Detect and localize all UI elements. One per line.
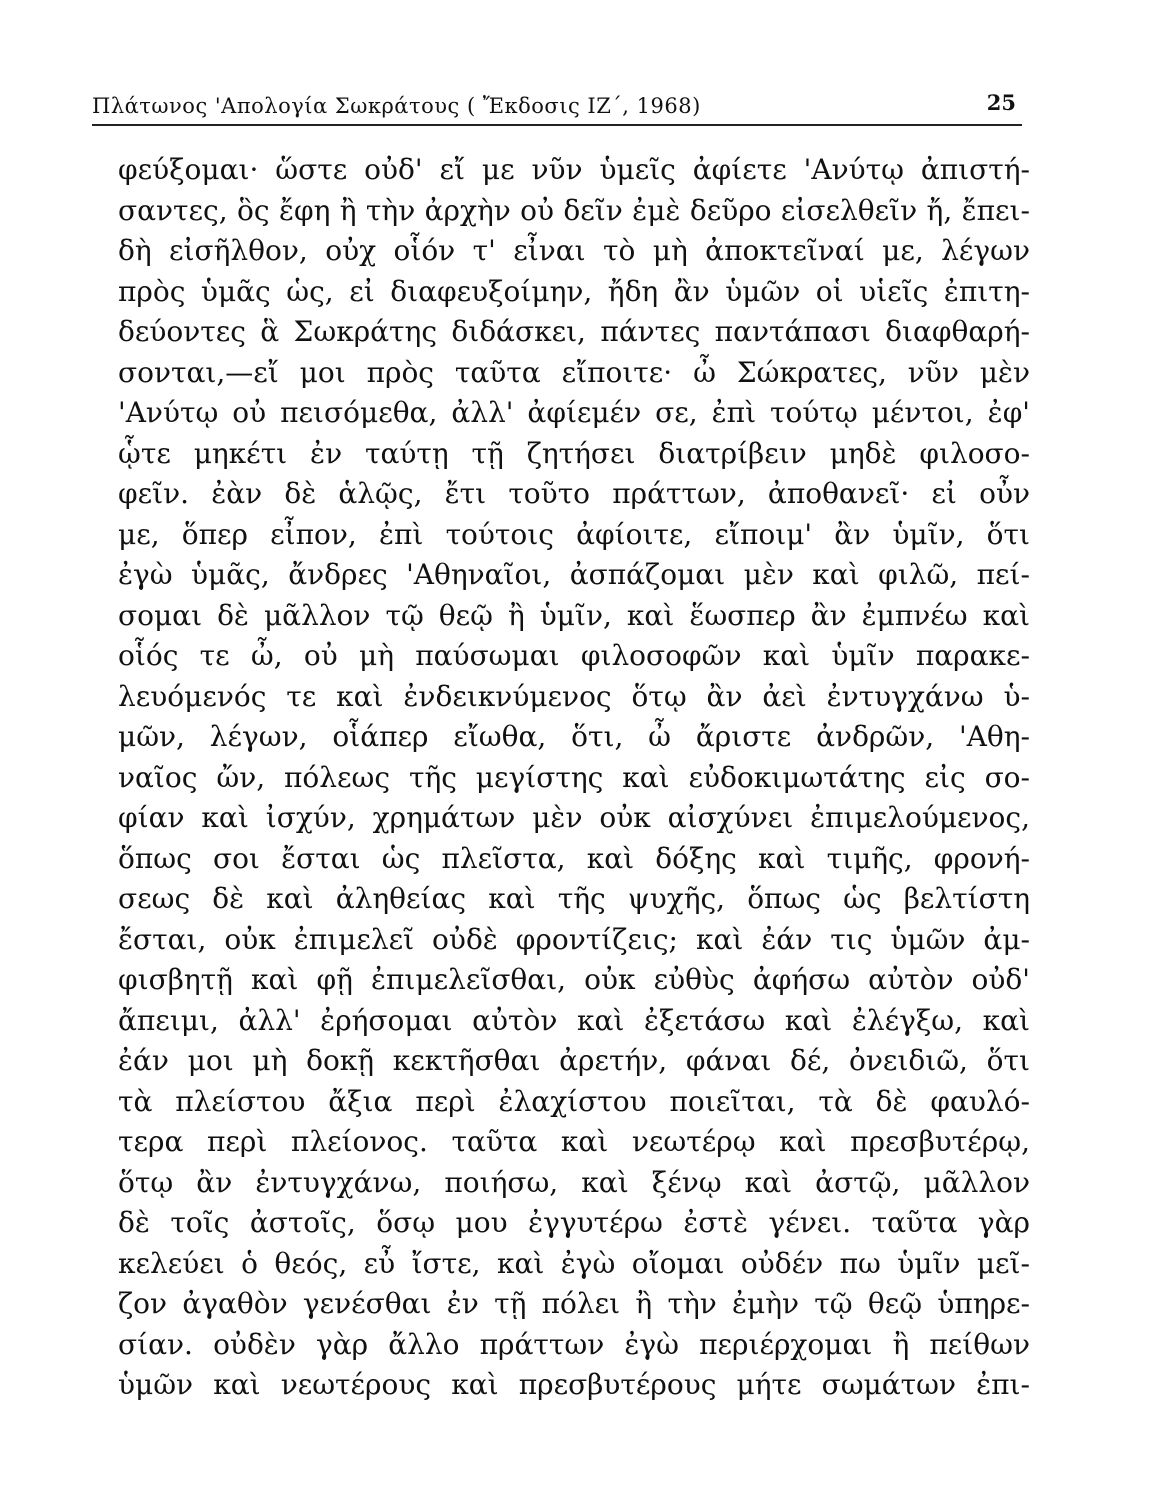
text-line: ἐάν μοι μὴ δοκῇ κεκτῆσθαι ἀρετήν, φάναι δέ, ὀνειδιῶ, ὅτι xyxy=(118,1044,1030,1077)
text-line: ναῖος ὤν, πόλεως τῆς μεγίστης καὶ εὐδοκιμωτάτης εἰς σο- xyxy=(118,760,1030,794)
text-line: ὅτῳ ἂν ἐντυγχάνω, ποιήσω, καὶ ξένῳ καὶ ἀστῷ, μᾶλλον xyxy=(118,1165,1030,1199)
text-line: ἔσται, οὐκ ἐπιμελεῖ οὐδὲ φροντίζεις; καὶ ἐάν τις ὑμῶν ἀμ- xyxy=(118,922,1030,956)
text-line: φίαν καὶ ἰσχύν, χρημάτων μὲν οὐκ αἰσχύνει ἐπιμελούμενος, xyxy=(118,801,1030,834)
text-line: σομαι δὲ μᾶλλον τῷ θεῷ ἢ ὑμῖν, καὶ ἕωσπερ ἂν ἐμπνέω καὶ xyxy=(118,598,1030,632)
text-line: λευόμενός τε καὶ ἐνδεικνύμενος ὅτῳ ἂν ἀεὶ ἐντυγχάνω ὑ- xyxy=(118,679,1030,713)
text-line: δεύοντες ἃ Σωκράτης διδάσκει, πάντες παντάπασι διαφθαρή- xyxy=(118,315,1030,348)
text-line: δὲ τοῖς ἀστοῖς, ὅσῳ μου ἐγγυτέρω ἐστὲ γένει. ταῦτα γὰρ xyxy=(118,1206,1030,1239)
text-line: μῶν, λέγων, οἷάπερ εἴωθα, ὅτι, ὦ ἄριστε ἀνδρῶν, 'Αθη- xyxy=(118,720,1030,753)
text-line: δὴ εἰσῆλθον, οὐχ οἷόν τ' εἶναι τὸ μὴ ἀποκτεῖναί με, λέγων xyxy=(118,234,1030,267)
text-line: ὑμῶν καὶ νεωτέρους καὶ πρεσβυτέρους μήτε σωμάτων ἐπι- xyxy=(118,1368,1030,1401)
text-line: ζον ἀγαθὸν γενέσθαι ἐν τῇ πόλει ἢ τὴν ἐμὴν τῷ θεῷ ὑπηρε- xyxy=(118,1287,1030,1320)
text-line: με, ὅπερ εἶπον, ἐπὶ τούτοις ἀφίοιτε, εἴποιμ' ἂν ὑμῖν, ὅτι xyxy=(118,517,1030,551)
text-line: πρὸς ὑμᾶς ὡς, εἰ διαφευξοίμην, ἤδη ἂν ὑμῶν οἱ υἱεῖς ἐπιτη- xyxy=(118,274,1030,308)
body-text xyxy=(118,150,1030,1406)
text-line: οἷός τε ὦ, οὐ μὴ παύσωμαι φιλοσοφῶν καὶ ὑμῖν παρακε- xyxy=(118,639,1030,672)
text-line: κελεύει ὁ θεός, εὖ ἴστε, καὶ ἐγὼ οἴομαι οὐδέν πω ὑμῖν μεῖ- xyxy=(118,1246,1030,1280)
text-line: ὅπως σοι ἔσται ὡς πλεῖστα, καὶ δόξης καὶ τιμῆς, φρονή- xyxy=(118,841,1030,875)
text-line: φισβητῇ καὶ φῇ ἐπιμελεῖσθαι, οὐκ εὐθὺς ἀφήσω αὐτὸν οὐδ' xyxy=(118,963,1030,996)
running-header xyxy=(92,92,1022,126)
text-line: φεύξομαι· ὥστε οὐδ' εἴ με νῦν ὑμεῖς ἀφίετε 'Ανύτῳ ἀπιστή- xyxy=(118,153,1030,186)
text-line: τερα περὶ πλείονος. ταῦτα καὶ νεωτέρῳ καὶ πρεσβυτέρῳ, xyxy=(118,1125,1030,1158)
text-line: φεῖν. ἐὰν δὲ ἁλῷς, ἔτι τοῦτο πράττων, ἀποθανεῖ· εἰ οὖν xyxy=(118,477,1030,510)
text-line: ἐγὼ ὑμᾶς, ἄνδρες 'Αθηναῖοι, ἀσπάζομαι μὲν καὶ φιλῶ, πεί- xyxy=(118,558,1030,591)
text-line: τὰ πλείστου ἄξια περὶ ἐλαχίστου ποιεῖται, τὰ δὲ φαυλό- xyxy=(118,1084,1030,1118)
text-line: σεως δὲ καὶ ἀληθείας καὶ τῆς ψυχῆς, ὅπως ὡς βελτίστη xyxy=(118,882,1030,915)
text-line: σίαν. οὐδὲν γὰρ ἄλλο πράττων ἐγὼ περιέρχομαι ἢ πείθων xyxy=(118,1327,1030,1361)
running-title: Πλάτωνος 'Απολογία Σωκράτους ( Ἔκδοσις ΙΖ΄, 1968) xyxy=(92,94,701,118)
page-number: 25 xyxy=(986,90,1016,115)
text-line: 'Ανύτῳ οὐ πεισόμεθα, ἀλλ' ἀφίεμέν σε, ἐπὶ τούτῳ μέντοι, ἐφ' xyxy=(118,396,1030,429)
text-line: σονται,—εἴ μοι πρὸς ταῦτα εἴποιτε· ὦ Σώκρατες, νῦν μὲν xyxy=(118,355,1030,389)
text-line: ἄπειμι, ἀλλ' ἐρήσομαι αὐτὸν καὶ ἐξετάσω καὶ ἐλέγξω, καὶ xyxy=(118,1003,1030,1037)
text-line: ᾧτε μηκέτι ἐν ταύτῃ τῇ ζητήσει διατρίβειν μηδὲ φιλοσο- xyxy=(118,436,1030,470)
text-line: σαντες, ὃς ἔφη ἢ τὴν ἀρχὴν οὐ δεῖν ἐμὲ δεῦρο εἰσελθεῖν ἤ, ἔπει- xyxy=(118,193,1030,227)
